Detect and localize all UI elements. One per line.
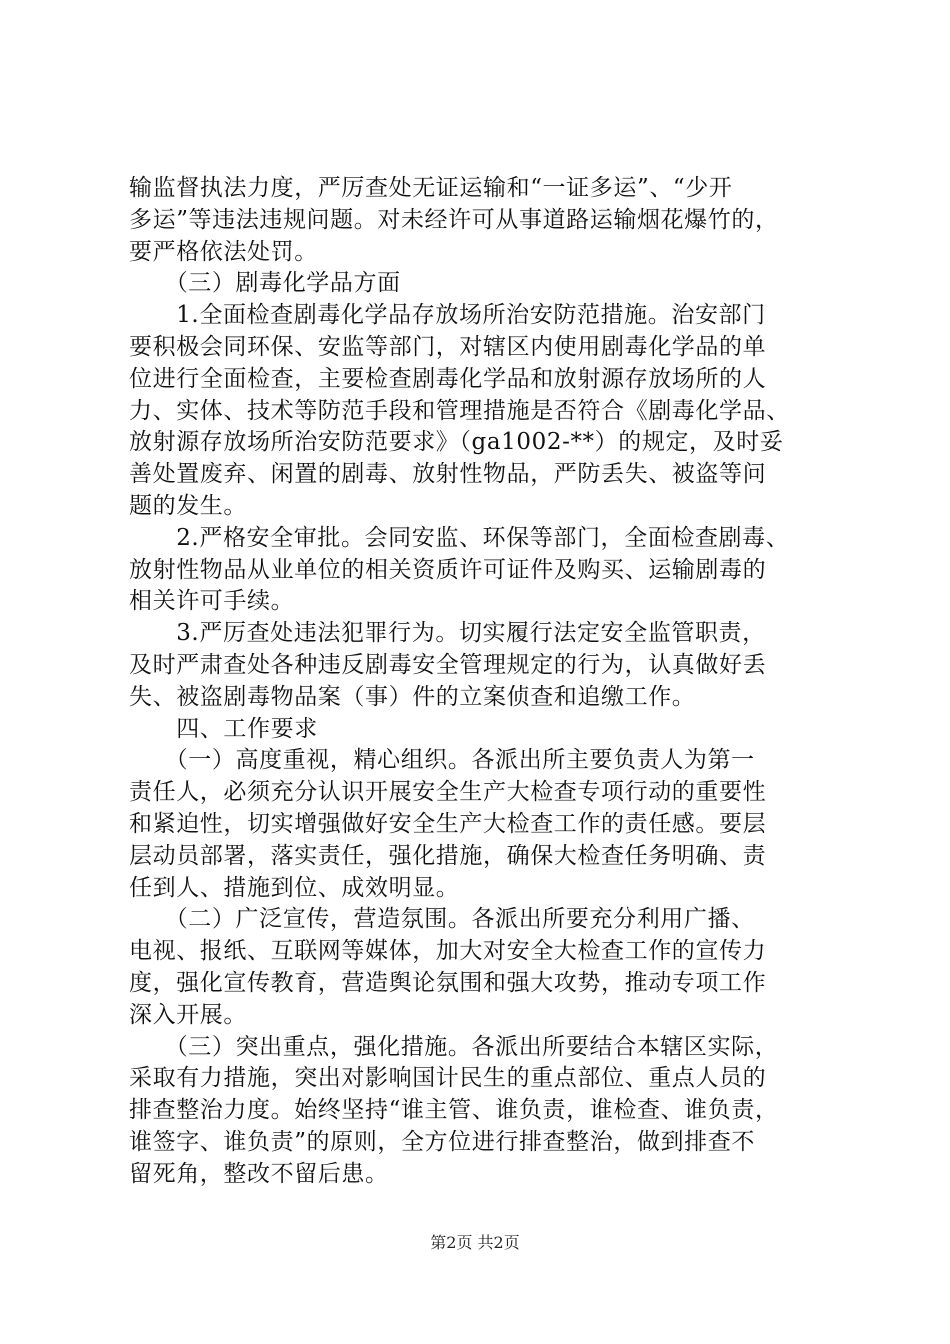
text-line: 失、被盗剧毒物品案（事）件的立案侦查和追缴工作。 — [129, 683, 696, 710]
text-line: 采取有力措施，突出对影响国计民生的重点部位、重点人员的 — [129, 1065, 767, 1092]
text-line: 善处置废弃、闲置的剧毒、放射性物品，严防丢失、被盗等问 — [129, 461, 767, 488]
text-line: 力、实体、技术等防范手段和管理措施是否符合《剧毒化学品、 — [129, 397, 790, 424]
text-line: 放射性物品从业单位的相关资质许可证件及购买、运输剧毒的 — [129, 556, 767, 583]
text-line: 度，强化宣传教育，营造舆论氛围和强大攻势，推动专项工作 — [129, 969, 767, 996]
text-line: 任到人、措施到位、成效明显。 — [129, 874, 460, 901]
page-number-label: 第2页 共2页 — [430, 1233, 520, 1252]
text-line: 要积极会同环保、安监等部门，对辖区内使用剧毒化学品的单 — [129, 333, 767, 360]
section-heading: 四、工作要求 — [129, 715, 318, 742]
text-line: 留死角，整改不留后患。 — [129, 1160, 389, 1187]
text-line: 和紧迫性，切实增强做好安全生产大检查工作的责任感。要层 — [129, 810, 767, 837]
text-line: 层动员部署，落实责任，强化措施，确保大检查任务明确、责 — [129, 842, 767, 869]
text-line: 要严格依法处罚。 — [129, 238, 318, 265]
text-line: 谁签字、谁负责”的原则，全方位进行排查整治，做到排查不 — [129, 1128, 755, 1155]
text-line: 3.严厉查处违法犯罪行为。切实履行法定安全监管职责， — [129, 620, 766, 647]
text-line: 多运”等违法违规问题。对未经许可从事道路运输烟花爆竹的， — [129, 206, 779, 233]
text-line: 题的发生。 — [129, 492, 247, 519]
text-line: 排查整治力度。始终坚持“谁主管、谁负责，谁检查、谁负责， — [129, 1097, 779, 1124]
text-line: 位进行全面检查，主要检查剧毒化学品和放射源存放场所的人 — [129, 365, 767, 392]
text-line: 1.全面检查剧毒化学品存放场所治安防范措施。治安部门 — [129, 302, 766, 329]
text-line: 放射源存放场所治安防范要求》（ga1002-**）的规定，及时妥 — [129, 429, 784, 456]
text-line: 深入开展。 — [129, 1001, 247, 1028]
text-line: 相关许可手续。 — [129, 588, 295, 615]
document-body — [129, 173, 833, 1191]
page-footer — [0, 1233, 950, 1253]
text-line: （二）广泛宣传，营造氛围。各派出所要充分利用广播、 — [129, 906, 755, 933]
text-line: （一）高度重视，精心组织。各派出所主要负责人为第一 — [129, 747, 755, 774]
text-line: 责任人，必须充分认识开展安全生产大检查专项行动的重要性 — [129, 779, 767, 806]
text-line: 电视、报纸、互联网等媒体，加大对安全大检查工作的宣传力 — [129, 938, 767, 965]
section-heading: （三）剧毒化学品方面 — [129, 270, 401, 297]
text-line: 输监督执法力度，严厉查处无证运输和“一证多运”、“少开 — [129, 175, 733, 201]
text-line: 2.严格安全审批。会同安监、环保等部门，全面检查剧毒、 — [129, 524, 790, 551]
text-line: （三）突出重点，强化措施。各派出所要结合本辖区实际， — [129, 1033, 779, 1060]
text-line: 及时严肃查处各种违反剧毒安全管理规定的行为，认真做好丢 — [129, 651, 767, 678]
